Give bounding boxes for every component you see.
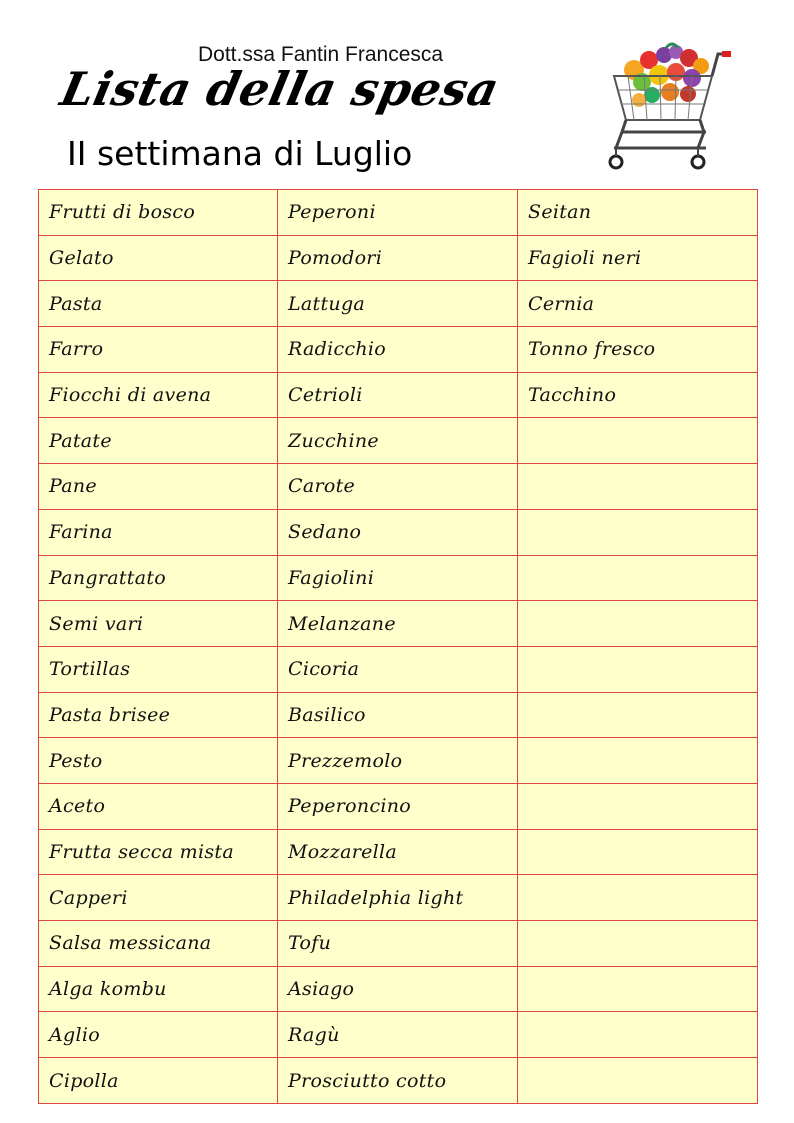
list-item: Fiocchi di avena [39,372,278,418]
list-item [518,601,758,647]
table-row [39,555,758,601]
table-row [39,235,758,281]
list-item: Fagioli neri [518,235,758,281]
list-item [518,555,758,601]
list-item: Aceto [39,783,278,829]
list-item [518,829,758,875]
list-item: Gelato [39,235,278,281]
list-item [518,921,758,967]
list-item [518,875,758,921]
list-item: Frutta secca mista [39,829,278,875]
page-subtitle: II settimana di Luglio [67,134,413,173]
list-item: Tortillas [39,646,278,692]
list-item: Salsa messicana [39,921,278,967]
list-item [518,692,758,738]
shopping-cart-icon [604,40,734,172]
list-item: Zucchine [278,418,518,464]
list-item: Peperoncino [278,783,518,829]
list-item: Sedano [278,509,518,555]
list-item: Tofu [278,921,518,967]
list-item: Cipolla [39,1058,278,1104]
list-item: Patate [39,418,278,464]
list-item: Pane [39,464,278,510]
list-item: Aglio [39,1012,278,1058]
table-row [39,327,758,373]
list-item: Radicchio [278,327,518,373]
list-item [518,1012,758,1058]
list-item: Prosciutto cotto [278,1058,518,1104]
list-item: Basilico [278,692,518,738]
table-row [39,1058,758,1104]
list-item: Asiago [278,966,518,1012]
list-item: Semi vari [39,601,278,647]
list-item: Melanzane [278,601,518,647]
table-row [39,738,758,784]
table-row [39,875,758,921]
list-item [518,418,758,464]
list-item: Seitan [518,190,758,236]
list-item: Capperi [39,875,278,921]
table-row [39,783,758,829]
list-item: Philadelphia light [278,875,518,921]
table-row [39,372,758,418]
list-item: Pomodori [278,235,518,281]
list-item: Farina [39,509,278,555]
table-row [39,190,758,236]
page-title: Lista della spesa [56,62,504,116]
list-item: Tonno fresco [518,327,758,373]
list-item: Prezzemolo [278,738,518,784]
table-row [39,692,758,738]
list-item [518,509,758,555]
table-row [39,281,758,327]
shopping-list-table [38,189,758,1104]
list-item: Tacchino [518,372,758,418]
list-item: Cetrioli [278,372,518,418]
list-item [518,783,758,829]
table-row [39,646,758,692]
list-item: Ragù [278,1012,518,1058]
shopping-list-body [39,190,758,1104]
table-row [39,921,758,967]
list-item: Alga kombu [39,966,278,1012]
list-item: Frutti di bosco [39,190,278,236]
list-item [518,738,758,784]
list-item: Pasta [39,281,278,327]
table-row [39,418,758,464]
author-name: Dott.ssa Fantin Francesca [198,43,444,66]
list-item [518,646,758,692]
list-item: Fagiolini [278,555,518,601]
list-item: Cicoria [278,646,518,692]
table-row [39,1012,758,1058]
list-item: Peperoni [278,190,518,236]
table-row [39,966,758,1012]
list-item [518,464,758,510]
list-item: Lattuga [278,281,518,327]
list-item: Farro [39,327,278,373]
list-item [518,966,758,1012]
table-row [39,509,758,555]
list-item: Pangrattato [39,555,278,601]
table-row [39,829,758,875]
list-item: Pasta brisee [39,692,278,738]
list-item: Mozzarella [278,829,518,875]
list-item: Cernia [518,281,758,327]
list-item [518,1058,758,1104]
table-row [39,464,758,510]
list-item: Pesto [39,738,278,784]
list-item: Carote [278,464,518,510]
table-row [39,601,758,647]
